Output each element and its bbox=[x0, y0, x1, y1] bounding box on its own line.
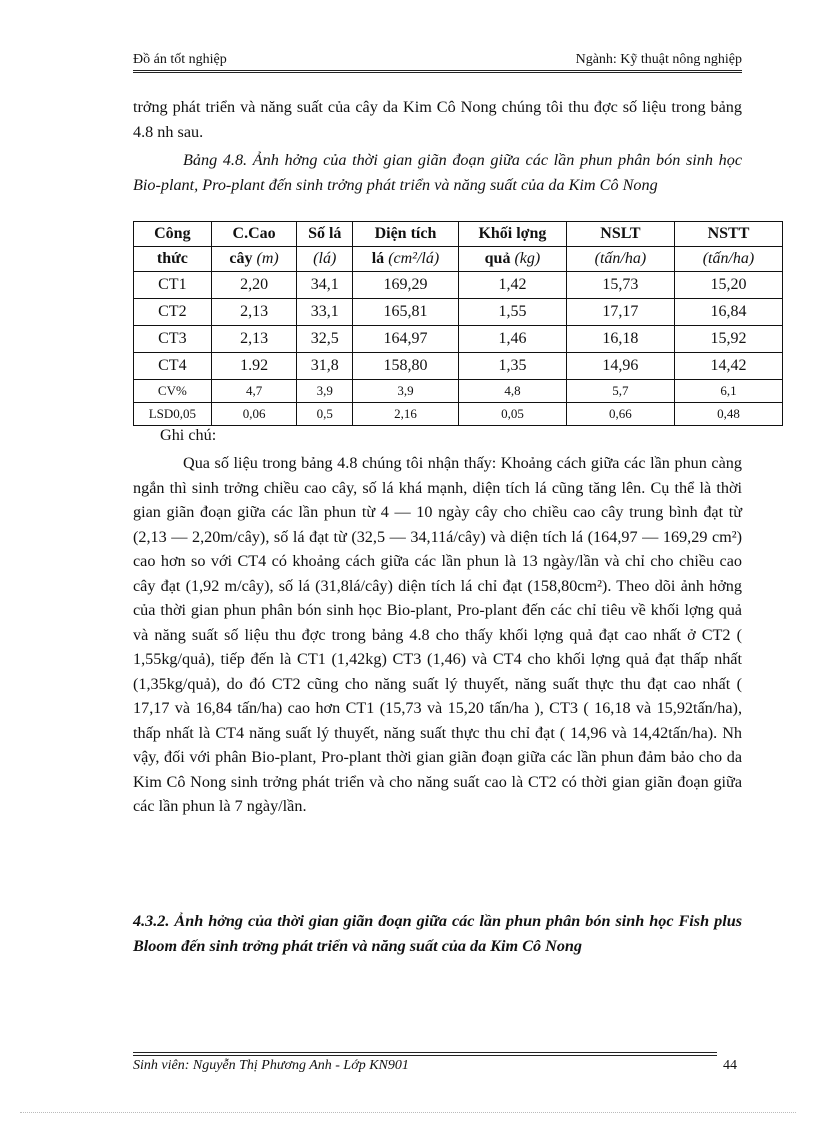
table-cell: 0,66 bbox=[566, 403, 674, 426]
stat-row bbox=[134, 380, 783, 403]
table-cell: 14,96 bbox=[566, 353, 674, 380]
col-subheader: lá (cm²/lá) bbox=[352, 247, 458, 272]
intro-paragraph: trởng phát triển và năng suất của cây da Kim Cô Nong chúng tôi thu đợc số liệu trong bảng 4.8 nh sau. bbox=[133, 98, 742, 141]
table-cell: 0,5 bbox=[297, 403, 353, 426]
table-cell: 169,29 bbox=[352, 272, 458, 299]
table-cell: 15,20 bbox=[674, 272, 782, 299]
table-cell: 2,13 bbox=[211, 326, 297, 353]
table-cell: CT1 bbox=[134, 272, 212, 299]
table-cell: 1.92 bbox=[211, 353, 297, 380]
analysis-paragraph bbox=[133, 451, 742, 819]
table-note: Ghi chú: bbox=[160, 426, 217, 444]
col-header: Số lá bbox=[297, 222, 353, 247]
table-cell: 15,92 bbox=[674, 326, 782, 353]
col-subheader: thức bbox=[134, 247, 212, 272]
page-header bbox=[133, 48, 742, 70]
table-cell: CT3 bbox=[134, 326, 212, 353]
header-rule-2 bbox=[133, 72, 742, 73]
table-cell: 4,8 bbox=[458, 380, 566, 403]
col-header: NSTT bbox=[674, 222, 782, 247]
col-header: Công bbox=[134, 222, 212, 247]
table-row bbox=[134, 326, 783, 353]
table-cell: 15,73 bbox=[566, 272, 674, 299]
table-cell: 16,18 bbox=[566, 326, 674, 353]
table-caption-text: Bảng 4.8. Ảnh hởng của thời gian giãn đoạn giữa các lần phun phân bón sinh học Bio-plant, Pro-plant đến sinh trởng phát triển và năng suất của da Kim Cô Nong bbox=[133, 151, 742, 194]
header-rule bbox=[133, 70, 742, 71]
table-cell: 32,5 bbox=[297, 326, 353, 353]
col-subheader: cây (m) bbox=[211, 247, 297, 272]
table-cell: 5,7 bbox=[566, 380, 674, 403]
table-cell: 164,97 bbox=[352, 326, 458, 353]
col-subheader: quả (kg) bbox=[458, 247, 566, 272]
col-header: Diện tích bbox=[352, 222, 458, 247]
table-cell: 31,8 bbox=[297, 353, 353, 380]
table-cell: 1,42 bbox=[458, 272, 566, 299]
table-cell: 2,20 bbox=[211, 272, 297, 299]
col-header: NSLT bbox=[566, 222, 674, 247]
table-cell: 4,7 bbox=[211, 380, 297, 403]
table-cell: 165,81 bbox=[352, 299, 458, 326]
footer-rule-2 bbox=[133, 1055, 717, 1056]
stat-row bbox=[134, 403, 783, 426]
table-cell: 0,06 bbox=[211, 403, 297, 426]
table-cell: 0,48 bbox=[674, 403, 782, 426]
col-header: Khối lợng bbox=[458, 222, 566, 247]
col-header: C.Cao bbox=[211, 222, 297, 247]
table-cell: 158,80 bbox=[352, 353, 458, 380]
table-cell: 1,55 bbox=[458, 299, 566, 326]
page-edge bbox=[20, 1112, 796, 1113]
table-cell: 33,1 bbox=[297, 299, 353, 326]
section-heading: 4.3.2. Ảnh hởng của thời gian giãn đoạn giữa các lần phun phân bón sinh học Fish plus Bloom đến sinh trởng phát triển và năng suất của da Kim Cô Nong bbox=[133, 912, 742, 955]
table-row bbox=[134, 299, 783, 326]
table-cell: CT4 bbox=[134, 353, 212, 380]
table-cell: CV% bbox=[134, 380, 212, 403]
table-caption bbox=[133, 148, 742, 197]
analysis-text: Qua số liệu trong bảng 4.8 chúng tôi nhận thấy: Khoảng cách giữa các lần phun càng ngắn thì sinh trởng chiều cao cây, số lá khá mạnh, diện tích lá cũng tăng lên. Cụ thể là thời gian giãn đoạn giữa các lần phun từ 4 — 10 ngày cây cho chiều cao cây trung bình đạt từ (2,13 — 2,20m/cây), số lá đạt từ (32,5 — 34,11á/cây) và diện tích lá (164,97 — 169,29 cm²) cao hơn so với CT4 có khoảng cách giữa các lần phun là 13 ngày/lần và chỉ cho chiều cao cây đạt (1,92 m/cây), số lá (31,8lá/cây) diện tích lá chỉ đạt (158,80cm²). Theo dõi ảnh hởng của thời gian phun phân bón sinh học Bio-plant, Pro-plant đến các chỉ tiêu về khối lợng quả và năng suất số liệu thu đợc trong bảng 4.8 cho thấy khối lợng quả đạt cao nhất ở CT2 ( 1,55kg/quả), tiếp đến là CT1 (1,42kg) CT3 (1,46) và CT4 cho khối lợng quả đạt thấp nhất (1,35kg/quả), do đó CT2 cũng cho năng suất lý thuyết, năng suất thực thu đạt cao nhất ( 17,17 và 16,84 tấn/ha) cao hơn CT1 (15,73 và 15,20 tấn/ha ), CT3 ( 16,18 và 15,92tấn/ha), thấp nhất là CT4 năng suất lý thuyết, năng suất thực thu chỉ đạt ( 14,96 và 14,42tấn/ha). Nh vậy, đối với phân Bio-plant, Pro-plant thời gian giãn đoạn giữa các lần phun đảm bảo cho da Kim Cô Nong sinh trởng phát triển và cho năng suất cao là CT2 có thời gian giãn đoạn giữa các lần phun là 7 ngày/lần. bbox=[133, 454, 742, 815]
footer-rule bbox=[133, 1052, 717, 1053]
table-cell: 3,9 bbox=[352, 380, 458, 403]
header-doc-type: Đồ án tốt nghiệp bbox=[133, 52, 227, 67]
data-table bbox=[133, 221, 783, 426]
page-number: 44 bbox=[723, 1058, 737, 1073]
table-cell: 17,17 bbox=[566, 299, 674, 326]
col-subheader: (tấn/ha) bbox=[674, 247, 782, 272]
table-cell: 16,84 bbox=[674, 299, 782, 326]
footer-student: Sinh viên: Nguyễn Thị Phương Anh - Lớp KN901 bbox=[133, 1058, 409, 1073]
table-cell: 2,13 bbox=[211, 299, 297, 326]
table-cell: LSD0,05 bbox=[134, 403, 212, 426]
col-subheader: (lá) bbox=[297, 247, 353, 272]
table-cell: 1,35 bbox=[458, 353, 566, 380]
col-subheader: (tấn/ha) bbox=[566, 247, 674, 272]
table-cell: 3,9 bbox=[297, 380, 353, 403]
table-cell: 1,46 bbox=[458, 326, 566, 353]
table-cell: 2,16 bbox=[352, 403, 458, 426]
table-header-row bbox=[134, 222, 783, 247]
header-major: Ngành: Kỹ thuật nông nghiệp bbox=[575, 52, 742, 67]
table-cell: 6,1 bbox=[674, 380, 782, 403]
table-cell: 0,05 bbox=[458, 403, 566, 426]
table-header-row-2 bbox=[134, 247, 783, 272]
table-row bbox=[134, 353, 783, 380]
table-row bbox=[134, 272, 783, 299]
table-cell: 14,42 bbox=[674, 353, 782, 380]
table-cell: CT2 bbox=[134, 299, 212, 326]
table-cell: 34,1 bbox=[297, 272, 353, 299]
